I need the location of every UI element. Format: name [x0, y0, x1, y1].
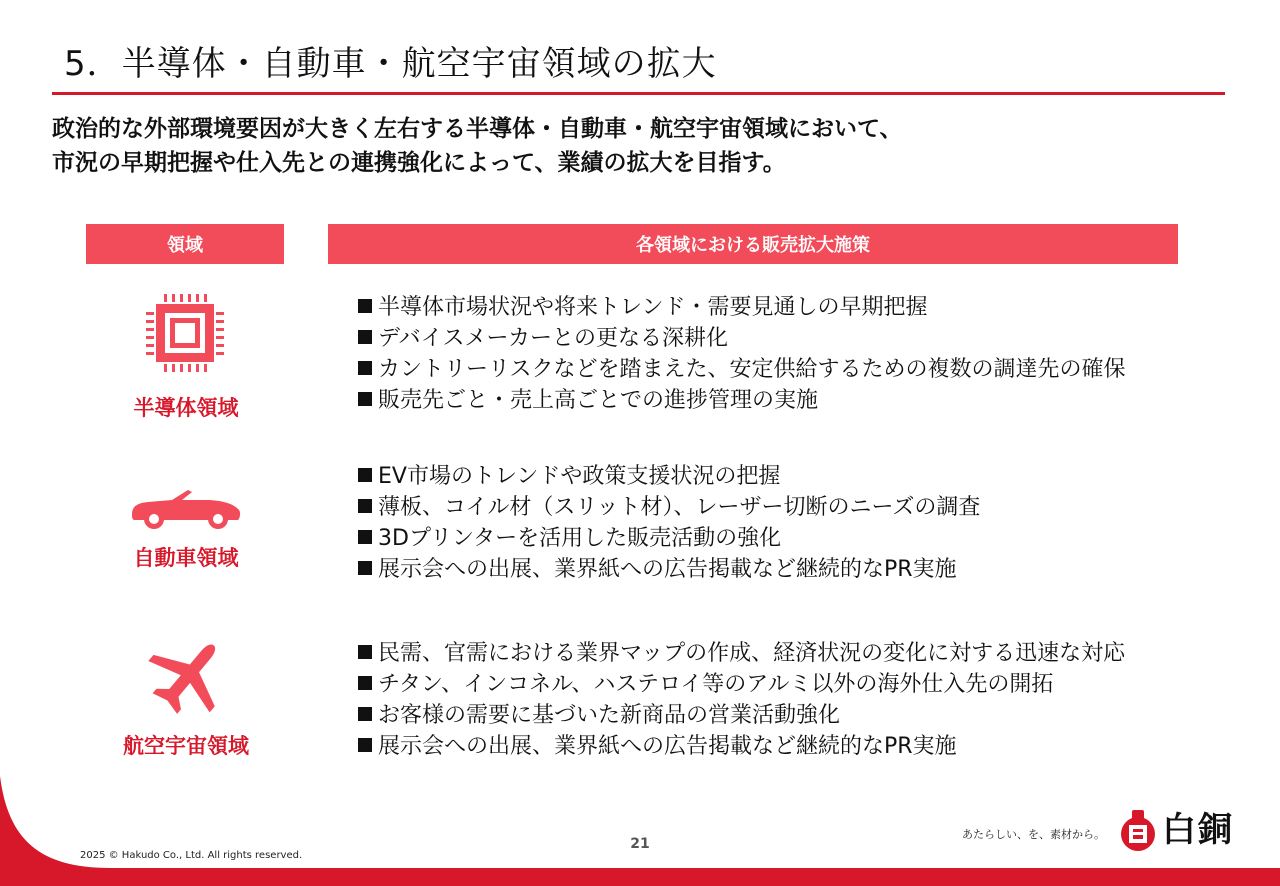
- bullet-square-icon: [358, 499, 372, 513]
- header-domain: 領域: [86, 224, 284, 264]
- measures-list-semiconductor: [358, 292, 1126, 416]
- domain-label-semiconductor: 半導体領域: [133, 396, 239, 420]
- copyright: 2025 © Hakudo Co., Ltd. All rights reserved.: [80, 850, 303, 861]
- bullet-square-icon: [358, 299, 372, 313]
- car-icon: [128, 484, 244, 530]
- bullet-square-icon: [358, 676, 372, 690]
- page-number: 21: [630, 836, 650, 852]
- domain-label-automotive: 自動車領域: [133, 546, 239, 570]
- airplane-icon: [146, 636, 230, 716]
- list-item: 3Dプリンターを活用した販売活動の強化: [358, 523, 980, 554]
- bullet-square-icon: [358, 561, 372, 575]
- list-item: 薄板、コイル材（スリット材）、レーザー切断のニーズの調査: [358, 492, 980, 523]
- chip-icon: [144, 292, 226, 374]
- page-title: 5．半導体・自動車・航空宇宙領域の拡大: [64, 44, 717, 84]
- title-divider: [52, 92, 1225, 95]
- lead-text: [52, 112, 903, 180]
- bullet-square-icon: [358, 330, 372, 344]
- domain-label-aerospace: 航空宇宙領域: [123, 734, 249, 758]
- list-item: 展示会への出展、業界紙への広告掲載など継続的なPR実施: [358, 731, 1125, 762]
- bullet-square-icon: [358, 468, 372, 482]
- company-tagline: あたらしい、を、素材から。: [962, 828, 1105, 841]
- lead-line-2: 市況の早期把握や仕入先との連携強化によって、業績の拡大を目指す。: [52, 150, 786, 176]
- bullet-square-icon: [358, 707, 372, 721]
- list-item: 展示会への出展、業界紙への広告掲載など継続的なPR実施: [358, 554, 980, 585]
- footer-red-curve: [0, 740, 1280, 886]
- company-logo-icon: [1118, 810, 1158, 852]
- list-item: チタン、インコネル、ハステロイ等のアルミ以外の海外仕入先の開拓: [358, 669, 1125, 700]
- company-logo-text: 白銅: [1162, 810, 1234, 850]
- measures-list-automotive: [358, 461, 980, 585]
- list-item: デバイスメーカーとの更なる深耕化: [358, 323, 1126, 354]
- list-item: 半導体市場状況や将来トレンド・需要見通しの早期把握: [358, 292, 1126, 323]
- bullet-square-icon: [358, 645, 372, 659]
- list-item: カントリーリスクなどを踏まえた、安定供給するための複数の調達先の確保: [358, 354, 1126, 385]
- header-measures: 各領域における販売拡大施策: [328, 224, 1178, 264]
- bullet-square-icon: [358, 361, 372, 375]
- list-item: お客様の需要に基づいた新商品の営業活動強化: [358, 700, 1125, 731]
- bullet-square-icon: [358, 530, 372, 544]
- list-item: 販売先ごと・売上高ごとでの進捗管理の実施: [358, 385, 1126, 416]
- list-item: 民需、官需における業界マップの作成、経済状況の変化に対する迅速な対応: [358, 638, 1125, 669]
- lead-line-1: 政治的な外部環境要因が大きく左右する半導体・自動車・航空宇宙領域において、: [52, 116, 903, 142]
- bullet-square-icon: [358, 392, 372, 406]
- list-item: EV市場のトレンドや政策支援状況の把握: [358, 461, 980, 492]
